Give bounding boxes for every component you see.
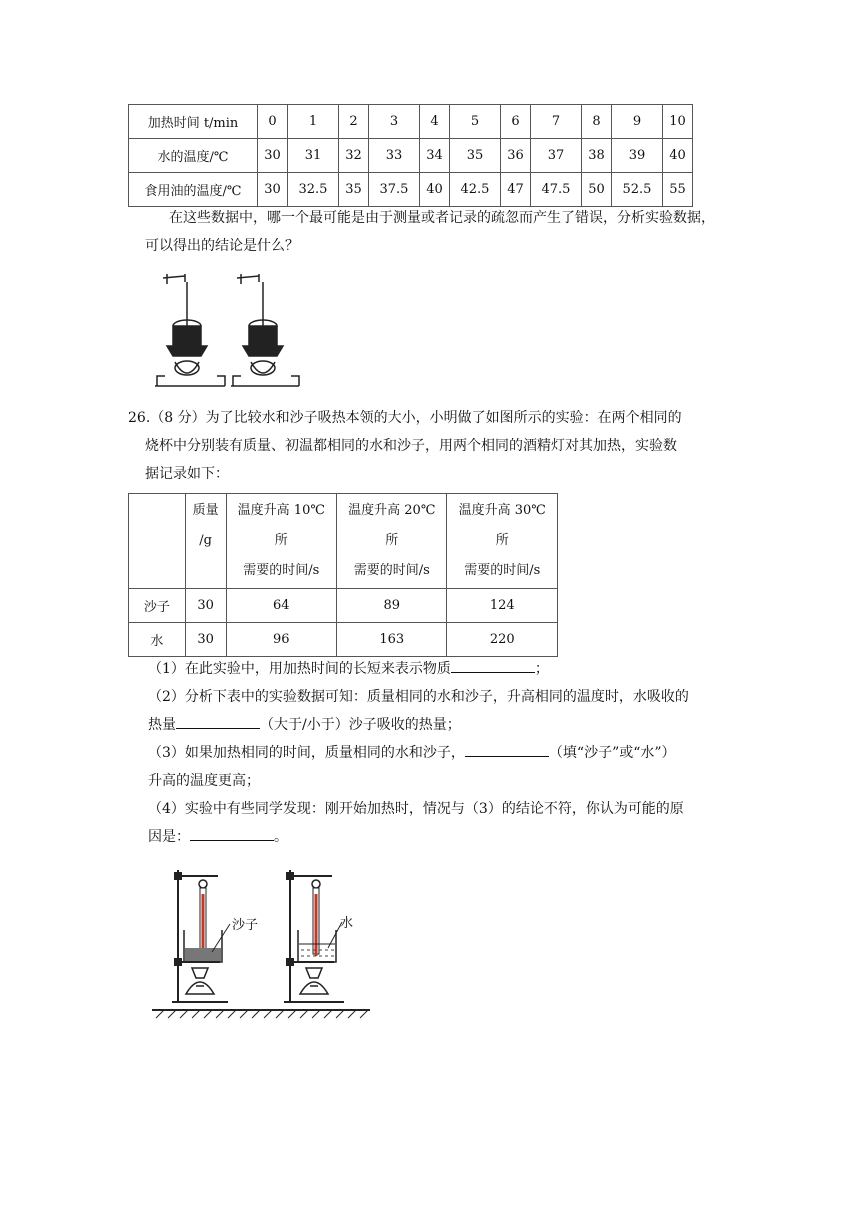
table-cell: 30 [258, 139, 288, 173]
q26-part3-line1 [148, 739, 738, 767]
table-cell: 52.5 [611, 173, 662, 207]
label-sand: 沙子 [232, 918, 259, 933]
header-mass-line2: /g [199, 533, 212, 548]
q26-part2-prefix: 热量 [148, 717, 176, 733]
row-label: 水的温度/℃ [129, 139, 258, 173]
q26-part3-line2: 升高的温度更高； [148, 773, 260, 789]
q26-part1-end: ； [534, 661, 549, 677]
q26-part4-line2 [148, 823, 738, 851]
row-label: 水 [129, 623, 186, 657]
q26-part4-line1: （4）实验中有些同学发现：刚开始加热时，情况与（3）的结论不符，你认为可能的原 [148, 801, 684, 817]
table-cell: 32.5 [287, 173, 338, 207]
q26-part4-end: 。 [274, 829, 288, 845]
q26-subquestions [148, 655, 738, 851]
row-label: 食用油的温度/℃ [129, 173, 258, 207]
table-cell: 40 [663, 139, 693, 173]
table-cell: 124 [447, 589, 558, 623]
answer-blank-4[interactable] [190, 826, 274, 841]
q26-part2-line1: （2）分析下表中的实验数据可知：质量相同的水和沙子，升高相同的温度时，水吸收的 [148, 689, 689, 705]
table-cell: 10 [663, 105, 693, 139]
row-label: 加热时间 t/min [129, 105, 258, 139]
table-cell: 37 [530, 139, 581, 173]
table-cell: 50 [582, 173, 612, 207]
header-rise-20 [337, 494, 447, 589]
q25-line2: 可以得出的结论是什么？ [145, 238, 299, 254]
q26-intro-line2: 烧杯中分别装有质量、初温都相同的水和沙子，用两个相同的酒精灯对其加热，实验数 [145, 438, 677, 454]
table-cell: 8 [582, 105, 612, 139]
row-label: 沙子 [129, 589, 186, 623]
table-cell: 163 [337, 623, 447, 657]
q26-intro-line3: 据记录如下： [145, 466, 229, 482]
table-row [129, 623, 558, 657]
header-rise-30 [447, 494, 558, 589]
answer-blank-2[interactable] [176, 714, 260, 729]
answer-blank-1[interactable] [451, 658, 535, 673]
q26-part1 [148, 655, 738, 683]
header-rise-10-line1: 温度升高 10℃ [237, 503, 325, 518]
header-rise-10-line3: 需要的时间/s [243, 563, 320, 578]
table-cell: 42.5 [449, 173, 500, 207]
table-row [129, 105, 693, 139]
header-rise-30-line3: 需要的时间/s [464, 563, 541, 578]
table-cell: 96 [226, 623, 336, 657]
header-mass [185, 494, 226, 589]
header-mass-line1: 质量 [192, 503, 219, 518]
sand-water-apparatus-figure [148, 862, 378, 1022]
table-cell: 38 [582, 139, 612, 173]
q26-part3-text: （3）如果加热相同的时间，质量相同的水和沙子， [148, 745, 465, 761]
header-rise-20-line1: 温度升高 20℃ [348, 503, 436, 518]
table-cell: 89 [337, 589, 447, 623]
table-cell: 32 [339, 139, 369, 173]
table-cell: 35 [339, 173, 369, 207]
header-rise-20-line3: 需要的时间/s [353, 563, 430, 578]
table-cell: 47.5 [530, 173, 581, 207]
table-header-row [129, 494, 558, 589]
table-cell: 1 [287, 105, 338, 139]
q26-part4-prefix: 因是： [148, 829, 190, 845]
table-row [129, 139, 693, 173]
table-cell: 33 [368, 139, 419, 173]
answer-blank-3[interactable] [465, 742, 549, 757]
table-cell: 31 [287, 139, 338, 173]
table-row [129, 589, 558, 623]
table-cell: 55 [663, 173, 693, 207]
q25-question [145, 204, 735, 260]
q26-part1-text: （1）在此实验中，用加热时间的长短来表示物质 [148, 661, 451, 677]
table-cell: 30 [185, 589, 226, 623]
header-rise-30-line1: 温度升高 30℃ [458, 503, 546, 518]
table-cell: 35 [449, 139, 500, 173]
heating-time-table [128, 493, 558, 657]
table-cell: 36 [501, 139, 531, 173]
table-cell: 40 [420, 173, 450, 207]
table-cell: 47 [501, 173, 531, 207]
table-cell: 7 [530, 105, 581, 139]
table-cell: 0 [258, 105, 288, 139]
temperature-table [128, 104, 693, 207]
table-cell: 30 [185, 623, 226, 657]
header-rise-10 [226, 494, 336, 589]
q26-part2-suffix: （大于/小于）沙子吸收的热量； [260, 717, 461, 733]
header-rise-10-line2: 所 [274, 533, 288, 548]
table-cell: 6 [501, 105, 531, 139]
apparatus-drawing [148, 862, 378, 1022]
table-cell: 39 [611, 139, 662, 173]
label-water: 水 [340, 916, 354, 931]
q25-line1: 在这些数据中，哪一个最可能是由于测量或者记录的疏忽而产生了错误，分析实验数据， [169, 210, 715, 226]
q26-part3-hint: （填“沙子”或“水”） [548, 745, 676, 761]
table-cell: 64 [226, 589, 336, 623]
q26-part2-line2 [148, 711, 738, 739]
table-cell: 4 [420, 105, 450, 139]
q26-intro-line1: 26.（8 分）为了比较水和沙子吸热本领的大小，小明做了如图所示的实验：在两个相同的 [128, 410, 682, 426]
header-empty [129, 494, 186, 589]
heating-apparatus-figure-small [145, 268, 305, 394]
table-cell: 5 [449, 105, 500, 139]
table-cell: 37.5 [368, 173, 419, 207]
header-rise-20-line2: 所 [385, 533, 399, 548]
table-cell: 34 [420, 139, 450, 173]
q26-intro [128, 404, 738, 488]
table-cell: 30 [258, 173, 288, 207]
table-cell: 220 [447, 623, 558, 657]
table-cell: 2 [339, 105, 369, 139]
table-row [129, 173, 693, 207]
header-rise-30-line2: 所 [495, 533, 509, 548]
table-cell: 9 [611, 105, 662, 139]
table-cell: 3 [368, 105, 419, 139]
